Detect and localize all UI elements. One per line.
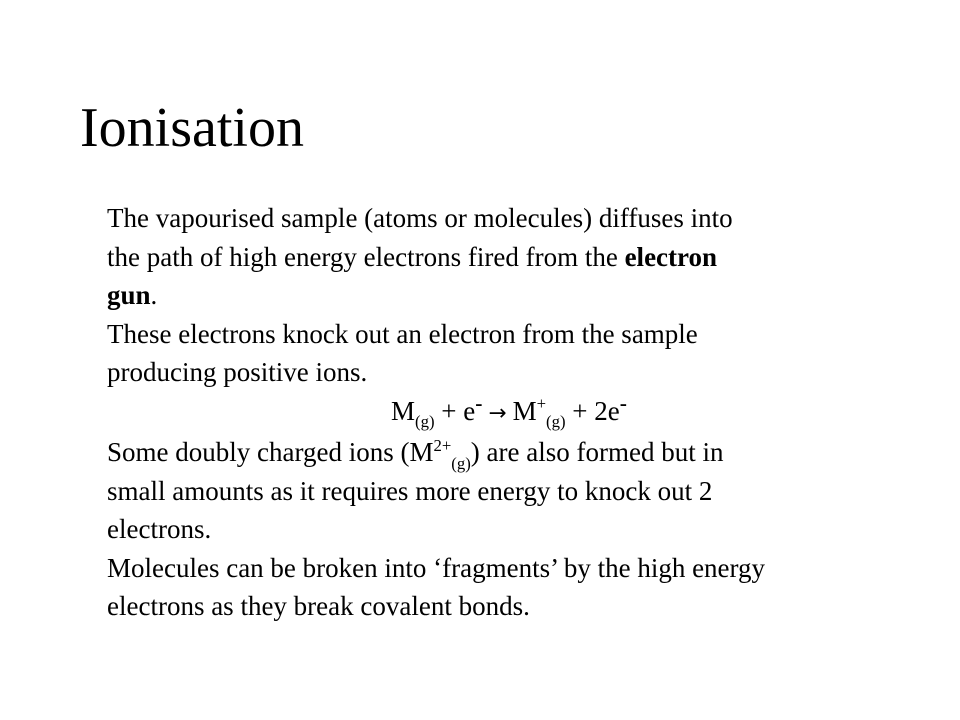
text-run: electrons. xyxy=(107,514,212,544)
text-run: ) are also formed but in xyxy=(470,437,724,467)
bold-term-gun: gun xyxy=(107,280,151,310)
text-run: Molecules can be broken into ‘fragments’ by the high energy xyxy=(107,552,766,583)
paragraph-line xyxy=(107,587,897,626)
paragraph-doubly-charged xyxy=(107,433,897,549)
paragraph-line xyxy=(107,549,897,588)
ionisation-equation xyxy=(107,392,897,434)
eq-charge: - xyxy=(619,390,627,415)
eq-symbol: M xyxy=(391,395,416,426)
text-run: producing positive ions. xyxy=(107,357,368,387)
text-run: Some doubly charged ions (M xyxy=(107,437,434,467)
eq-charge: + xyxy=(536,394,547,414)
paragraph-line xyxy=(107,315,897,354)
paragraph-line xyxy=(107,276,897,315)
paragraph-line xyxy=(107,433,897,472)
paragraph-line xyxy=(107,353,897,392)
text-run: the path of high energy electrons fired from the xyxy=(107,241,625,272)
text-run: . xyxy=(150,280,158,310)
eq-symbol: M xyxy=(512,395,537,426)
paragraph-positive-ions xyxy=(107,315,897,392)
ion-state: (g) xyxy=(451,453,471,473)
text-run: small amounts as it requires more energy to knock out 2 xyxy=(107,475,713,506)
bold-term-electron: electron xyxy=(624,241,718,272)
paragraph-fragments xyxy=(107,549,897,626)
paragraph-line xyxy=(107,238,897,277)
eq-state: (g) xyxy=(546,412,566,432)
paragraph-line xyxy=(107,472,897,511)
ion-charge: 2+ xyxy=(433,435,452,455)
eq-charge: - xyxy=(475,390,483,415)
text-run: The vapourised sample (atoms or molecules) diffuses into xyxy=(107,203,733,233)
slide-body xyxy=(107,199,897,626)
eq-state: (g) xyxy=(415,412,435,432)
right-arrow-icon: → xyxy=(488,400,507,426)
text-run: These electrons knock out an electron from the sample xyxy=(107,318,698,349)
eq-text: + 2e xyxy=(565,395,620,426)
paragraph-line xyxy=(107,510,897,549)
eq-text: + e xyxy=(434,395,476,426)
slide-title: Ionisation xyxy=(80,97,304,159)
paragraph-electron-gun xyxy=(107,199,897,315)
text-run: electrons as they break covalent bonds. xyxy=(107,591,530,621)
paragraph-line xyxy=(107,199,897,238)
